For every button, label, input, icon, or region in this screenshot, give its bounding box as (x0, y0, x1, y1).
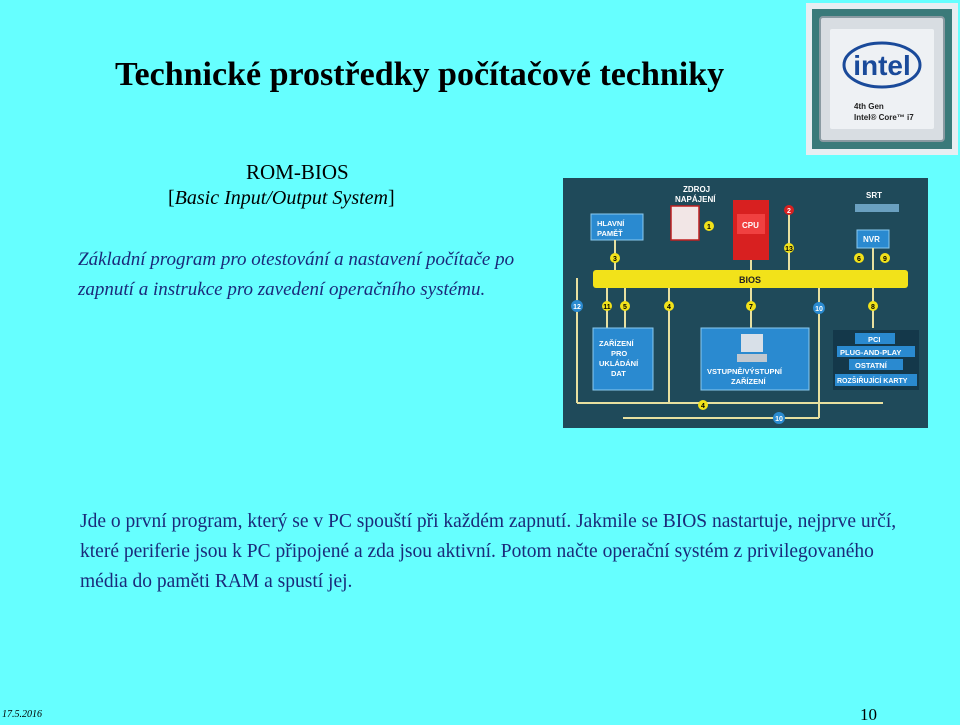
svg-text:PAMĚŤ: PAMĚŤ (597, 229, 623, 238)
label-bios: BIOS (739, 275, 762, 285)
svg-text:Intel® Core™ i7: Intel® Core™ i7 (854, 113, 914, 122)
label-rozsirujici-karty: ROZŠIŘUJÍCÍ KARTY (837, 378, 908, 385)
svg-text:7: 7 (749, 304, 753, 311)
svg-text:PRO: PRO (611, 349, 628, 358)
svg-text:UKLÁDÁNÍ: UKLÁDÁNÍ (599, 359, 639, 368)
label-cpu: CPU (742, 221, 759, 230)
svg-text:9: 9 (883, 256, 887, 263)
svg-text:10: 10 (775, 416, 783, 423)
svg-text:2: 2 (787, 208, 791, 215)
svg-text:13: 13 (785, 246, 793, 253)
rom-bios-heading: ROM-BIOS (246, 160, 349, 184)
svg-text:12: 12 (573, 304, 581, 311)
label-zdroj: ZDROJ (683, 185, 711, 194)
svg-text:intel: intel (853, 50, 911, 81)
label-vstupne-vystupni: VSTUPNĚ/VÝSTUPNÍ (707, 367, 783, 376)
page-title: Technické prostředky počítačové techniky (115, 56, 725, 93)
bios-diagram (563, 178, 928, 428)
label-nvr: NVR (863, 235, 880, 244)
page-number: 10 (860, 705, 877, 724)
rom-bios-subtitle: [Basic Input/Output System] (168, 187, 395, 209)
svg-text:8: 8 (871, 304, 875, 311)
svg-text:10: 10 (815, 306, 823, 313)
label-hlavni-pamet: HLAVNÍ (597, 219, 625, 228)
label-srt: SRT (866, 191, 882, 200)
svg-text:4: 4 (667, 304, 671, 311)
svg-text:3: 3 (613, 256, 617, 263)
svg-text:ZAŘÍZENÍ: ZAŘÍZENÍ (731, 377, 766, 386)
label-pci: PCI (868, 335, 881, 344)
svg-text:6: 6 (857, 256, 861, 263)
label-plug-and-play: PLUG-AND-PLAY (840, 348, 902, 357)
label-napajeni: NAPÁJENÍ (675, 195, 716, 204)
label-ostatni: OSTATNÍ (855, 361, 887, 370)
svg-text:4: 4 (701, 403, 705, 410)
svg-text:5: 5 (623, 304, 627, 311)
svg-text:DAT: DAT (611, 369, 626, 378)
label-zarizeni-ukladani: ZAŘÍZENÍ (599, 339, 634, 348)
svg-text:4th Gen: 4th Gen (854, 102, 884, 111)
svg-text:1: 1 (707, 224, 711, 231)
intel-chip-image (806, 3, 958, 155)
footer-date: 17.5.2016 (2, 709, 42, 720)
bios-description: Základní program pro otestování a nastavení počítače po zapnutí a instrukce pro zavedení operačního systému. (78, 249, 515, 300)
bios-paragraph: Jde o první program, který se v PC spouští při každém zapnutí. Jakmile se BIOS nastartuje, nejprve určí, které periferie jsou k PC připojené a zda jsou aktivní. Potom načte operační systém z privilegovaného média do paměti RAM a spustí jej. (80, 511, 897, 592)
svg-text:11: 11 (603, 304, 611, 311)
